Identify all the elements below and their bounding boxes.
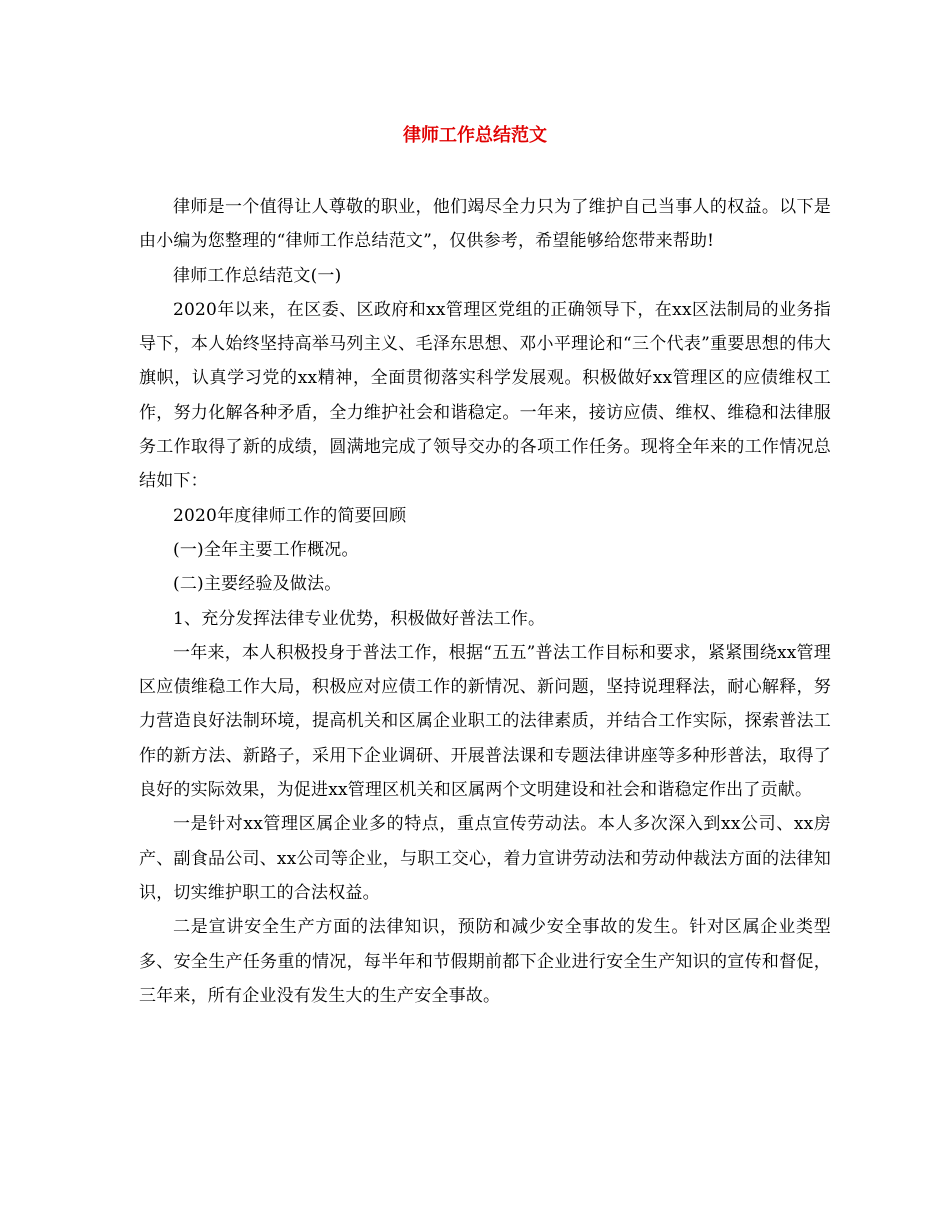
paragraph-intro: 律师是一个值得让人尊敬的职业，他们竭尽全力只为了维护自己当事人的权益。以下是由小编为您整理的“律师工作总结范文”，仅供参考，希望能够给您带来帮助!: [139, 197, 831, 252]
paragraph-labor-law: 一是针对xx管理区属企业多的特点，重点宣传劳动法。本人多次深入到xx公司、xx房产、副食品公司、xx公司等企业，与职工交心，着力宣讲劳动法和劳动仲裁法方面的法律知识，切实维护职工的合法权益。: [139, 814, 831, 903]
subheading-experience: (二)主要经验及做法。: [173, 574, 342, 595]
item-heading-1: 1、充分发挥法律专业优势，积极做好普法工作。: [173, 608, 546, 629]
document-title: 律师工作总结范文: [403, 125, 547, 146]
paragraph-legal-education: 一年来，本人积极投身于普法工作，根据“五五”普法工作目标和要求，紧紧围绕xx管理区应债维稳工作大局，积极应对应债工作的新情况、新问题，坚持说理释法，耐心解释，努力营造良好法制环境，提高机关和区属企业职工的法律素质，并结合工作实际，探索普法工作的新方法、新路子，采用下企业调研、开展普法课和专题法律讲座等多种形普法，取得了良好的实际效果，为促进xx管理区机关和区属两个文明建设和社会和谐稳定作出了贡献。: [139, 642, 831, 801]
paragraph-overview: 2020年以来，在区委、区政府和xx管理区党组的正确领导下，在xx区法制局的业务指导下，本人始终坚持高举马列主义、毛泽东思想、邓小平理论和“三个代表”重要思想的伟大旗帜，认真学习党的xx精神，全面贯彻落实科学发展观。积极做好xx管理区的应债维权工作，努力化解各种矛盾，全力维护社会和谐稳定。一年来，接访应债、维权、维稳和法律服务工作取得了新的成绩，圆满地完成了领导交办的各项工作任务。现将全年来的工作情况总结如下：: [139, 299, 831, 492]
subheading-work-overview: (一)全年主要工作概况。: [173, 539, 359, 560]
paragraph-safety: 二是宣讲安全生产方面的法律知识，预防和减少安全事故的发生。针对区属企业类型多、安全生产任务重的情况，每半年和节假期前都下企业进行安全生产知识的宣传和督促，三年来，所有企业没有发生大的生产安全事故。: [139, 917, 831, 1006]
document-body: [139, 190, 831, 1013]
review-heading: 2020年度律师工作的简要回顾: [173, 505, 407, 526]
section-heading: 律师工作总结范文(一): [173, 265, 342, 286]
